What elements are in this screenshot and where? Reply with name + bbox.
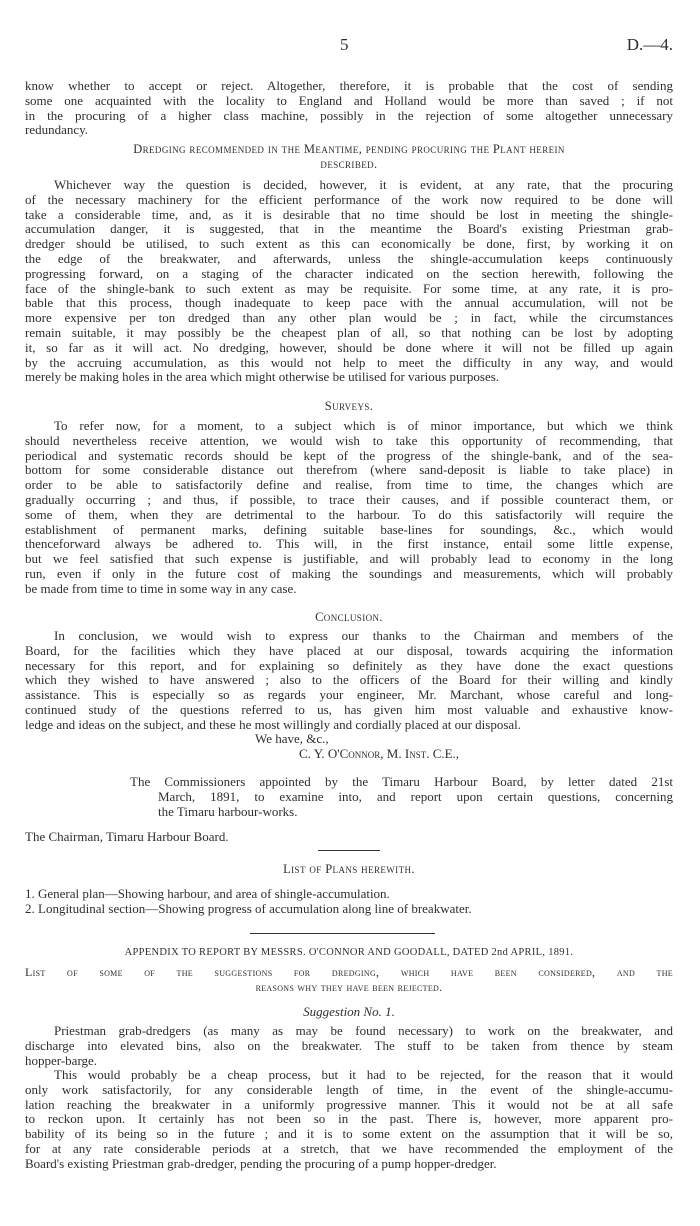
plans-list <box>25 887 673 917</box>
text-line: know whether to accept or reject. Altogether, therefore, it is probable that the cost of sending <box>25 79 673 93</box>
text-line: to reckon upon. It certainly has not been so in the past. There is, however, more apparent pro- <box>25 1112 673 1127</box>
plan-item: 1. General plan—Showing harbour, and area of shingle-accumulation. <box>25 887 390 901</box>
text-line: lation reaching the breakwater in a uniformly progressive manner. This it would not be at all safe <box>25 1097 673 1112</box>
heading-surveys <box>25 399 673 414</box>
addressee-chairman: The Chairman, Timaru Harbour Board. <box>25 829 229 844</box>
text-line: the Timaru harbour-works. <box>158 804 298 819</box>
text-line: Dredging recommended in the Meantime, pending procuring the Plant herein <box>133 142 565 156</box>
text-line: redundancy. <box>25 123 89 138</box>
appendix-title: APPENDIX TO REPORT BY MESSRS. O'CONNOR AND GOODALL, DATED 2nd APRIL, 1891. <box>124 947 574 958</box>
text-line: hopper-barge. <box>25 1053 98 1068</box>
text-line: progressing forward, on a staging of the character indicated on the section herewith, following the <box>25 266 673 281</box>
text-line: the edge of the breakwater, and afterwards, unless the shingle-accumulation keeps continuously <box>25 251 673 266</box>
text-line: order to be able to satisfactorily define and realise, from time to time, the changes which are <box>25 478 673 493</box>
text-line: Surveys. <box>324 399 374 413</box>
text-line: for at any rate considerable periods at a stretch, that we have recommended the employment of the <box>25 1141 673 1156</box>
text-line: run, even if only in the future cost of making the soundings and measurements, which will probably <box>25 566 673 581</box>
paragraph-dredging <box>25 178 673 385</box>
text-line: gradually occurring ; and thus, if possible, to trace their causes, and if possible counteract them, or <box>25 492 673 507</box>
document-reference: D.—4. <box>626 35 673 54</box>
text-line: reasons why they have been rejected. <box>255 979 443 994</box>
heading-conclusion <box>25 610 673 625</box>
heading-dredging-recommended <box>25 142 673 172</box>
text-line: should nevertheless receive attention, we would wish to take this opportunity of recommending, that <box>25 433 673 448</box>
text-line: Whichever way the question is decided, however, it is evident, at any rate, that the procuring <box>54 178 673 192</box>
text-line: Conclusion. <box>315 610 383 624</box>
text-line: only work satisfactorily, for any considerable length of time, in the event of the shingle-accumu- <box>25 1082 673 1097</box>
text-line: in the procuring of a higher class machine, possibly in the rejection of some altogether unnecessary <box>25 108 673 123</box>
text-line: which they wished to have answered ; also to the officers of the Board for their willing and kindly <box>25 673 673 688</box>
text-line: it, so far as it will act. No dredging, however, should be done where it will not be filled up again <box>25 340 673 355</box>
text-line: Board's existing Priestman grab-dredger, pending the procuring of a pump hopper-dredger. <box>25 1156 497 1171</box>
text-line: remain suitable, it may possibly be the cheapest plan of all, so that nothing can be lost by adopting <box>25 325 673 340</box>
text-line: ledge and ideas on the subject, and these he most willingly and cordially placed at our disposal. <box>25 717 522 732</box>
text-line: To refer now, for a moment, to a subject which is of minor importance, but which we think <box>54 419 673 433</box>
plan-item: 2. Longitudinal section—Showing progress of accumulation along line of breakwater. <box>25 901 472 916</box>
appendix-subtitle <box>25 965 673 995</box>
paragraph-continuation <box>25 79 673 138</box>
text-line: but we feel satisfied that such expense is justifiable, and will probably lead to economy in the long <box>25 552 673 567</box>
text-line: Board, for the facilities which they have placed at our disposal, towards acquiring the information <box>25 643 673 658</box>
signatory: C. Y. O'Connor, M. Inst. C.E., <box>299 746 460 761</box>
text-line: necessary for this report, and for explaining so definitely as they have done the exact questions <box>25 658 673 673</box>
text-line: bottom for some considerable distance out therefrom (where sand-deposit is liable to take place) in <box>25 463 673 478</box>
text-line: The Commissioners appointed by the Timaru Harbour Board, by letter dated 21st <box>130 775 673 789</box>
text-line: Priestman grab-dredgers (as many as may be found necessary) to work on the breakwater, and <box>54 1024 673 1038</box>
text-line: bability of its being so in the future ; and it is to some extent on the assumption that it will be so, <box>25 1127 673 1142</box>
text-line: described. <box>320 156 378 171</box>
text-line: face of the shingle-bank to such extent as may be requisite. For some time, at any rate, it is pro- <box>25 281 673 296</box>
addressee-commissioners <box>130 775 673 819</box>
closing: We have, &c., <box>255 731 329 746</box>
paragraph-conclusion <box>25 629 673 733</box>
text-line: more expensive per ton dredged than any other plan would be ; in fact, while the circumstances <box>25 311 673 326</box>
divider <box>250 933 435 934</box>
divider <box>318 850 380 851</box>
text-line: take a considerable time, and, as it is desirable that no time should be lost in meeting the shingle- <box>25 207 673 222</box>
suggestion-title: Suggestion No. 1. <box>303 1004 395 1019</box>
text-line: This would probably be a cheap process, but it had to be rejected, for the reason that it would <box>54 1068 673 1082</box>
rejection-paragraph <box>25 1068 673 1172</box>
text-line: assistance. This is especially so as regards your engineer, Mr. Marchant, whose careful and long- <box>25 688 673 703</box>
text-line: thenceforward always be adhered to. This will, in the first instance, entail some little expense, <box>25 537 673 552</box>
text-line: merely be making holes in the area which might otherwise be utilised for various purposes. <box>25 370 500 385</box>
text-line: periodical and systematic records should be kept of the progress of the shingle-bank, and of the sea- <box>25 448 673 463</box>
text-line: by the accruing accumulation, as this would not help to meet the difficulty in any way, and would <box>25 355 673 370</box>
text-line: be made from time to time in some way in any case. <box>25 581 297 596</box>
text-line: some of them, when they are detrimental to the harbour. To do this satisfactorily will require the <box>25 507 673 522</box>
text-line: establishment of permanent marks, defining suitable base-lines for soundings, &c., which would <box>25 522 673 537</box>
plans-title: List of Plans herewith. <box>283 862 415 876</box>
text-line: continued study of the questions referred to us, has given him most valuable and exhaustive know- <box>25 702 673 717</box>
paragraph-surveys <box>25 419 673 597</box>
text-line: List of some of the suggestions for dredging, which have been considered, and the <box>25 965 673 979</box>
text-line: of the necessary machinery for the efficient performance of the work now required to be done will <box>25 192 673 207</box>
text-line: discharge into elevated bins, also on the breakwater. The stuff to be taken from thence by steam <box>25 1038 673 1053</box>
text-line: accumulation danger, it is suggested, that in the meantime the Board's existing Priestman grab- <box>25 222 673 237</box>
text-line: some one acquainted with the locality to England and Holland would be more than saved ; if not <box>25 93 673 108</box>
text-line: In conclusion, we would wish to express our thanks to the Chairman and members of the <box>54 629 673 643</box>
page-number: 5 <box>340 35 349 54</box>
text-line: dredger should be utilised, to such extent as this can economically be done, first, by working it on <box>25 237 673 252</box>
text-line: bable that this process, though inadequate to keep pace with the annual accumulation, will not be <box>25 296 673 311</box>
text-line: March, 1891, to examine into, and report upon certain questions, concerning <box>158 789 673 804</box>
suggestion-paragraph <box>25 1024 673 1068</box>
